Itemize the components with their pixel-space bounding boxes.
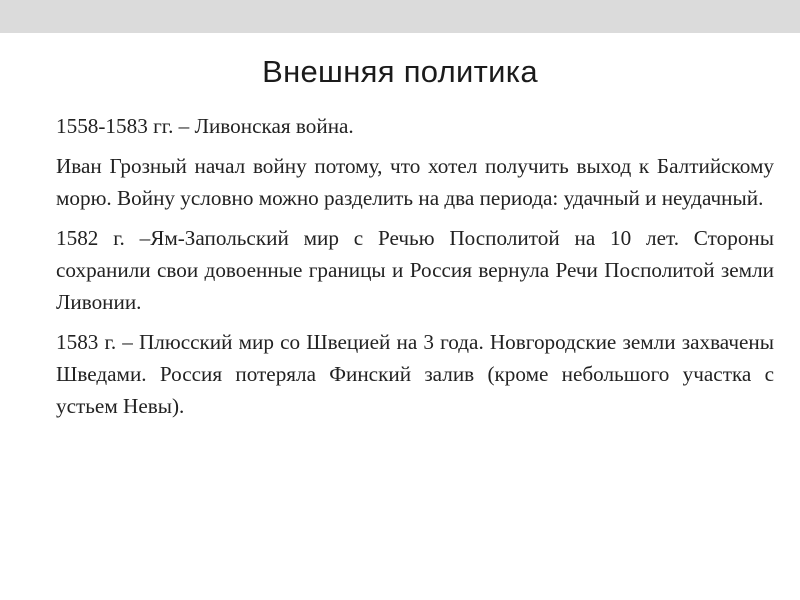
paragraph-livonian-war: 1558-1583 гг. – Ливонская война. <box>56 114 354 138</box>
paragraph-ivan-reason: Иван Грозный начал войну потому, что хотел получить выход к Балтийскому морю. Войну условно можно разделить на два периода: удачный и неудачный. <box>56 154 774 210</box>
slide-top-bar <box>0 0 800 33</box>
slide-title: Внешняя политика <box>262 54 538 89</box>
slide-body <box>56 110 774 430</box>
paragraph-yam-zapolsky-peace: 1582 г. –Ям-Запольский мир с Речью Посполитой на 10 лет. Стороны сохранили свои довоенные границы и Россия вернула Речи Посполитой земли Ливонии. <box>56 226 774 314</box>
paragraph-plyussa-peace: 1583 г. – Плюсский мир со Швецией на 3 года. Новгородские земли захвачены Шведами. Россия потеряла Финский залив (кроме небольшого участка с устьем Невы). <box>56 330 774 418</box>
